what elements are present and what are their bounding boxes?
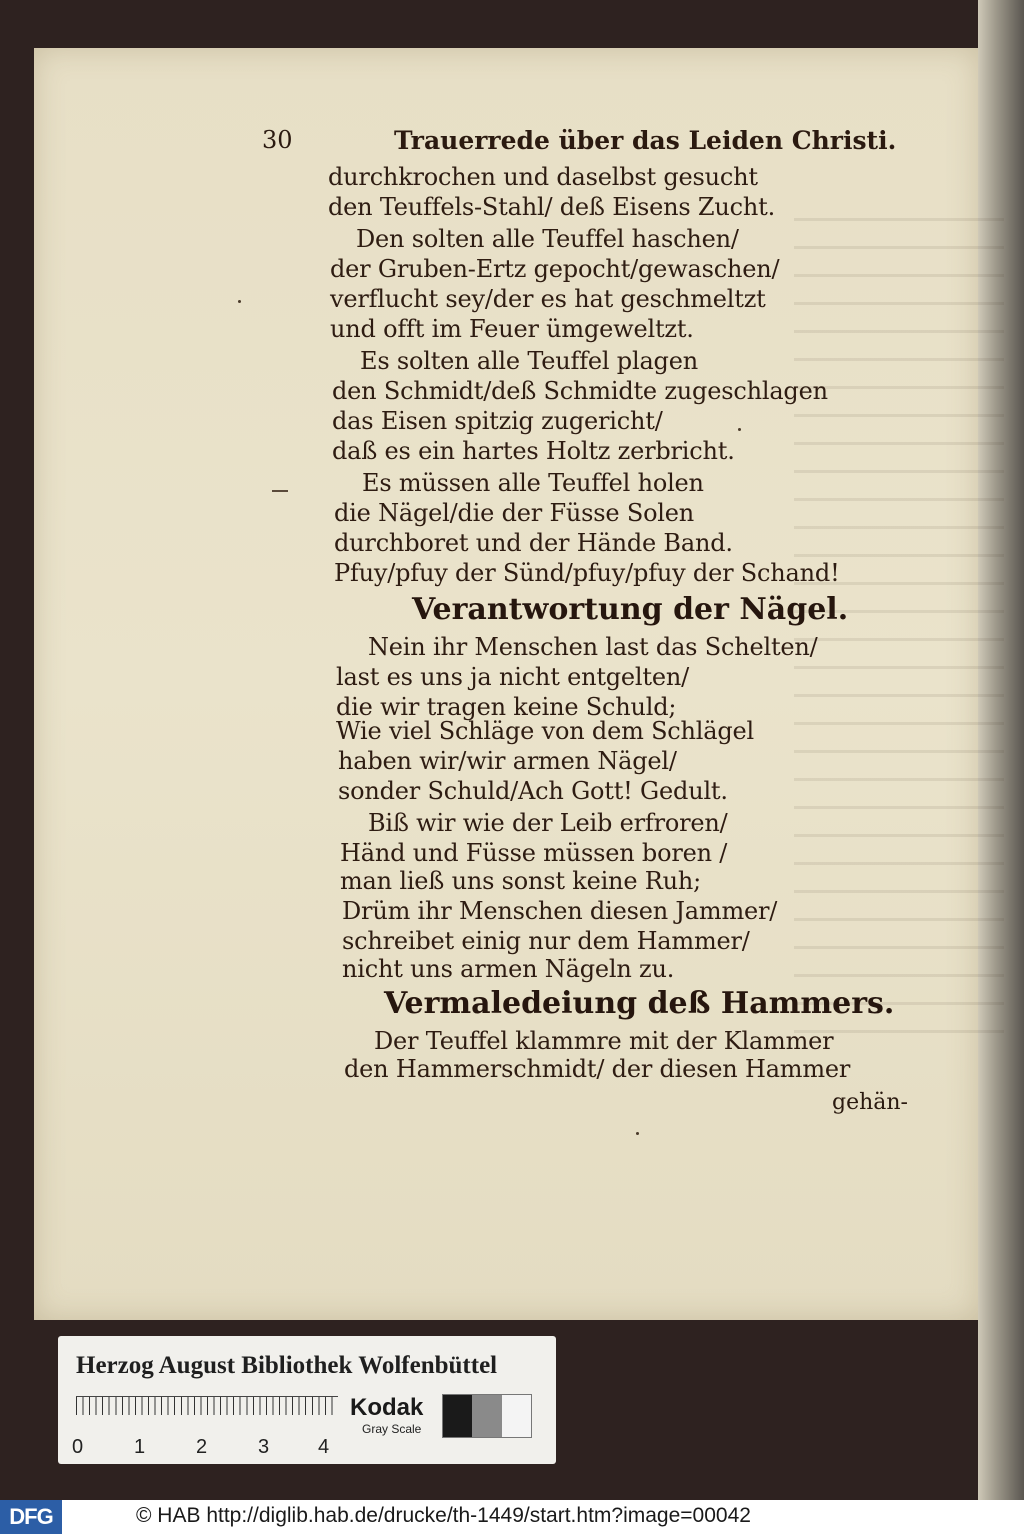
show-through-text: [794, 218, 1004, 1038]
copyright-link[interactable]: © HAB http://diglib.hab.de/drucke/th-1449/start.htm?image=00042: [136, 1504, 751, 1527]
poem-line: haben wir/wir armen Nägel/: [338, 747, 677, 775]
section-heading: Verantwortung der Nägel.: [412, 592, 849, 627]
gray-scale-swatches: [442, 1394, 532, 1438]
running-title: Trauerrede über das Leiden Christi.: [394, 126, 897, 155]
poem-line: die Nägel/die der Füsse Solen: [334, 499, 695, 527]
section-heading: Vermaledeiung deß Hammers.: [384, 986, 895, 1021]
poem-line: Der Teuffel klammre mit der Klammer: [374, 1027, 834, 1055]
page-number: 30: [262, 126, 293, 154]
poem-line: durchkrochen und daselbst gesucht: [328, 163, 758, 191]
poem-line: Pfuy/pfuy der Sünd/pfuy/pfuy der Schand!: [334, 559, 840, 587]
color-target-card: [58, 1336, 556, 1464]
poem-line: die wir tragen keine Schuld;: [336, 693, 677, 721]
margin-dot: [238, 300, 241, 303]
margin-mark: [272, 490, 288, 492]
margin-dot: [636, 1132, 639, 1135]
library-name: Herzog August Bibliothek Wolfenbüttel: [76, 1352, 498, 1379]
poem-line: sonder Schuld/Ach Gott! Gedult.: [338, 777, 728, 805]
dfg-logo[interactable]: DFG: [0, 1500, 62, 1534]
catchword: gehän-: [832, 1090, 908, 1115]
poem-line: verflucht sey/der es hat geschmeltzt: [330, 285, 766, 313]
swatch-white: [502, 1395, 531, 1437]
swatch-black: [443, 1395, 472, 1437]
poem-line: schreibet einig nur dem Hammer/: [342, 927, 750, 955]
kodak-logo: Kodak: [350, 1394, 424, 1421]
poem-line: Händ und Füsse müssen boren /: [340, 839, 728, 867]
poem-line: Nein ihr Menschen last das Schelten/: [368, 633, 818, 661]
poem-line: den Schmidt/deß Schmidte zugeschlagen: [332, 377, 828, 405]
poem-line: Wie viel Schläge von dem Schlägel: [336, 717, 755, 745]
ruler-label: 4: [318, 1436, 330, 1458]
poem-line: der Gruben-Ertz gepocht/gewaschen/: [330, 255, 780, 283]
poem-line: last es uns ja nicht entgelten/: [336, 663, 690, 691]
poem-line: den Teuffels-Stahl/ deß Eisens Zucht.: [328, 193, 776, 221]
swatch-gray: [472, 1395, 501, 1437]
margin-dot: [738, 428, 741, 431]
poem-line: Es müssen alle Teuffel holen: [362, 469, 704, 497]
page-header: [262, 126, 897, 164]
poem-line: Den solten alle Teuffel haschen/: [356, 225, 739, 253]
poem-line: das Eisen spitzig zugericht/: [332, 407, 663, 435]
ruler-label: 1: [134, 1436, 146, 1458]
scale-ruler: [76, 1396, 338, 1435]
poem-line: daß es ein hartes Holtz zerbricht.: [332, 437, 735, 465]
poem-line: nicht uns armen Nägeln zu.: [342, 955, 675, 983]
footer-bar: [0, 1500, 1024, 1534]
poem-line: man ließ uns sonst keine Ruh;: [340, 867, 702, 895]
poem-line: Biß wir wie der Leib erfroren/: [368, 809, 728, 837]
gray-scale-label: Gray Scale: [362, 1422, 422, 1436]
poem-line: durchboret und der Hände Band.: [334, 529, 733, 557]
poem-line: Drüm ihr Menschen diesen Jammer/: [342, 897, 778, 925]
ruler-label: 0: [72, 1436, 84, 1458]
ruler-label: 2: [196, 1436, 208, 1458]
poem-line: den Hammerschmidt/ der diesen Hammer: [344, 1055, 851, 1083]
poem-line: Es solten alle Teuffel plagen: [360, 347, 698, 375]
poem-line: und offt im Feuer ümgeweltzt.: [330, 315, 694, 343]
ruler-label: 3: [258, 1436, 270, 1458]
